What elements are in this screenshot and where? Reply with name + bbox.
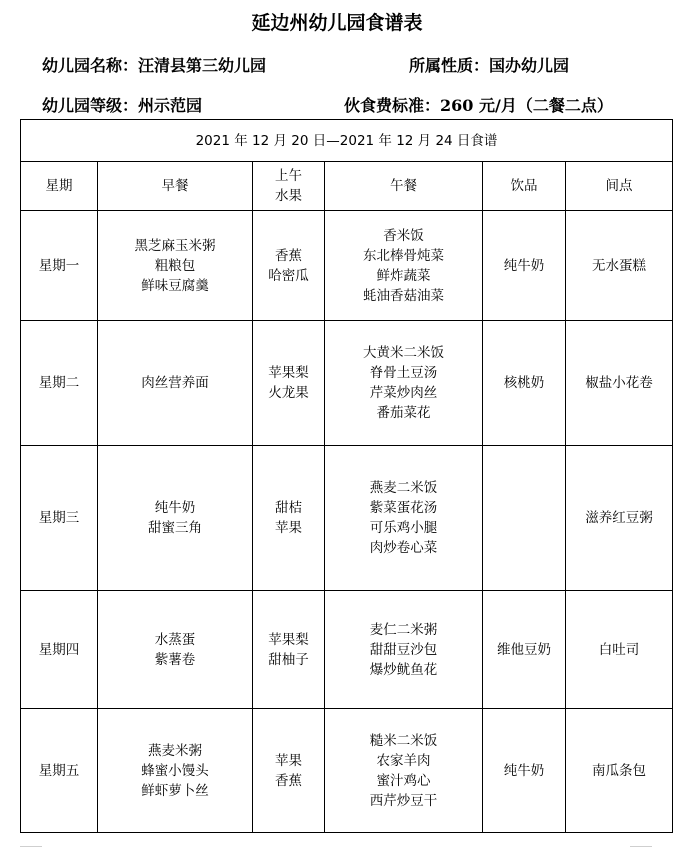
fruit-item: 甜柚子 xyxy=(268,651,309,668)
breakfast-cell xyxy=(98,446,253,591)
snack-cell: 白吐司 xyxy=(566,591,673,709)
lunch-cell xyxy=(325,709,483,833)
lunch-item: 紫菜蛋花汤 xyxy=(369,500,438,516)
breakfast-item: 水蒸蛋 xyxy=(154,631,196,648)
breakfast-item: 粗粮包 xyxy=(154,257,196,274)
fruit-cell xyxy=(253,211,325,321)
lunch-item: 东北棒骨炖菜 xyxy=(363,247,444,264)
fruit-item: 香蕉 xyxy=(275,772,302,789)
fruit-cell xyxy=(253,446,325,591)
breakfast-item: 蜂蜜小馒头 xyxy=(141,762,209,779)
snack-cell: 无水蛋糕 xyxy=(566,211,673,321)
day-cell: 星期四 xyxy=(21,591,98,709)
lunch-item: 糙米二米饭 xyxy=(369,732,438,749)
lunch-item: 甜甜豆沙包 xyxy=(369,641,438,658)
fruit-item: 哈密瓜 xyxy=(268,267,309,284)
lunch-item: 农家羊肉 xyxy=(376,752,431,769)
breakfast-item: 鲜味豆腐羹 xyxy=(141,277,209,294)
lunch-item: 可乐鸡小腿 xyxy=(369,520,438,536)
lunch-item: 番茄菜花 xyxy=(376,405,431,421)
breakfast-cell xyxy=(98,591,253,709)
snack-cell: 椒盐小花卷 xyxy=(566,321,673,446)
header-lunch: 午餐 xyxy=(325,162,483,211)
header-day: 星期 xyxy=(21,162,98,211)
snack-cell: 南瓜条包 xyxy=(566,709,673,833)
lunch-cell xyxy=(325,591,483,709)
menu-row xyxy=(21,321,673,446)
kindergarten-grade: 幼儿园等级：州示范园 xyxy=(42,96,203,115)
breakfast-item: 黑芝麻玉米粥 xyxy=(134,237,216,254)
menu-row xyxy=(21,446,673,591)
drink-cell: 纯牛奶 xyxy=(483,709,566,833)
fruit-item: 火龙果 xyxy=(268,385,309,401)
fruit-item: 苹果梨 xyxy=(268,631,309,648)
day-cell: 星期二 xyxy=(21,321,98,446)
lunch-item: 大黄米二米饭 xyxy=(363,345,444,361)
lunch-item: 蜜汁鸡心 xyxy=(376,772,431,789)
date-range-header: 2021 年 12 月 20 日—2021 年 12 月 24 日食谱 xyxy=(21,120,673,162)
breakfast-item: 肉丝营养面 xyxy=(141,375,209,391)
lunch-item: 肉炒卷心菜 xyxy=(369,540,438,556)
lunch-cell xyxy=(325,446,483,591)
meal-fee-standard: 伙食费标准：260 元/月（二餐二点） xyxy=(344,96,613,115)
page-title: 延边州幼儿园食谱表 xyxy=(251,12,423,34)
fruit-item: 苹果梨 xyxy=(268,365,309,381)
lunch-item: 蚝油香菇油菜 xyxy=(363,287,444,304)
day-cell: 星期一 xyxy=(21,211,98,321)
lunch-item: 鲜炸蔬菜 xyxy=(376,267,431,284)
drink-cell xyxy=(483,446,566,591)
header-fruit-line: 上午 xyxy=(275,168,302,184)
lunch-item: 燕麦二米饭 xyxy=(369,480,438,496)
breakfast-cell xyxy=(98,709,253,833)
fruit-cell xyxy=(253,591,325,709)
day-cell: 星期三 xyxy=(21,446,98,591)
drink-cell: 纯牛奶 xyxy=(483,211,566,321)
lunch-item: 芹菜炒肉丝 xyxy=(369,385,438,401)
lunch-item: 爆炒鱿鱼花 xyxy=(369,661,438,678)
page-mark xyxy=(20,846,42,847)
header-snack: 间点 xyxy=(566,162,673,211)
kindergarten-name: 幼儿园名称：汪清县第三幼儿园 xyxy=(42,56,267,75)
drink-cell: 维他豆奶 xyxy=(483,591,566,709)
fruit-item: 苹果 xyxy=(275,520,302,536)
lunch-item: 香米饭 xyxy=(383,227,424,244)
breakfast-item: 鲜虾萝卜丝 xyxy=(141,782,209,799)
menu-row xyxy=(21,709,673,833)
fruit-cell xyxy=(253,321,325,446)
snack-cell: 滋养红豆粥 xyxy=(566,446,673,591)
lunch-cell xyxy=(325,211,483,321)
menu-row xyxy=(21,211,673,321)
fruit-item: 甜桔 xyxy=(275,500,302,516)
header-drink: 饮品 xyxy=(483,162,566,211)
kindergarten-nature: 所属性质：国办幼儿园 xyxy=(409,56,570,75)
header-fruit-line: 水果 xyxy=(275,188,302,204)
lunch-item: 麦仁二米粥 xyxy=(369,621,438,638)
header-breakfast: 早餐 xyxy=(98,162,253,211)
lunch-cell xyxy=(325,321,483,446)
breakfast-cell xyxy=(98,211,253,321)
lunch-item: 脊骨土豆汤 xyxy=(369,365,438,381)
menu-table xyxy=(20,119,673,833)
breakfast-item: 燕麦米粥 xyxy=(148,742,202,759)
header-fruit xyxy=(253,162,325,211)
breakfast-item: 甜蜜三角 xyxy=(148,520,202,536)
menu-row xyxy=(21,591,673,709)
lunch-item: 西芹炒豆干 xyxy=(369,792,438,809)
breakfast-cell xyxy=(98,321,253,446)
page-mark xyxy=(630,846,652,847)
fruit-item: 香蕉 xyxy=(275,247,302,264)
fruit-item: 苹果 xyxy=(275,752,302,769)
fruit-cell xyxy=(253,709,325,833)
drink-cell: 核桃奶 xyxy=(483,321,566,446)
breakfast-item: 紫薯卷 xyxy=(154,651,196,668)
breakfast-item: 纯牛奶 xyxy=(154,500,196,516)
day-cell: 星期五 xyxy=(21,709,98,833)
